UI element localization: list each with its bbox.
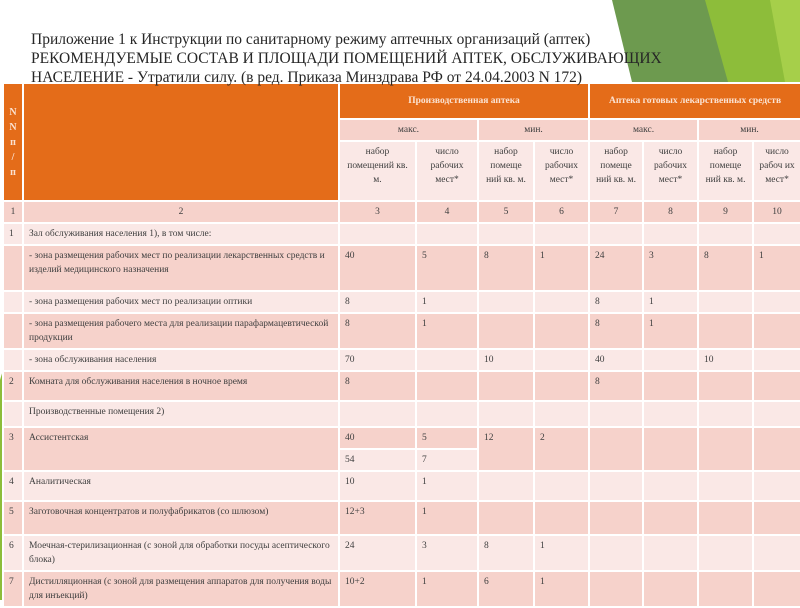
value-cell-col-6 bbox=[534, 501, 589, 535]
value-cell-col-7 bbox=[589, 535, 643, 571]
row-number: 2 bbox=[3, 371, 23, 401]
header-col-4: число рабочих мест* bbox=[416, 141, 478, 201]
value-cell-col-3: 40 bbox=[339, 245, 416, 291]
value-cell-col-8 bbox=[643, 427, 698, 471]
title-line-1: Приложение 1 к Инструкции по санитарному режиму аптечных организаций (аптек) bbox=[31, 31, 591, 48]
value-cell-col-6: 2 bbox=[534, 427, 589, 471]
value-cell-col-3: 24 bbox=[339, 535, 416, 571]
value-cell-col-5 bbox=[478, 401, 534, 427]
row-number bbox=[3, 313, 23, 349]
row-number: 4 bbox=[3, 471, 23, 501]
value-cell-col-3 bbox=[339, 401, 416, 427]
value-cell-col-9 bbox=[698, 401, 753, 427]
value-cell-col-9 bbox=[698, 427, 753, 471]
value-cell-col-4: 1 bbox=[416, 501, 478, 535]
row-premise-name: Зал обслуживания населения 1), в том числе: bbox=[23, 223, 339, 245]
value-cell-col-3 bbox=[339, 223, 416, 245]
value-cell-col-5: 12 bbox=[478, 427, 534, 471]
value-cell-col-3: 8 bbox=[339, 371, 416, 401]
row-premise-name: Моечная-стерилизационная (с зоной для обработки посуды асептического блока) bbox=[23, 535, 339, 571]
value-cell-col-6: 1 bbox=[534, 245, 589, 291]
value-cell-col-3: 70 bbox=[339, 349, 416, 371]
value-cell-col-8 bbox=[643, 471, 698, 501]
value-cell-col-4 bbox=[416, 401, 478, 427]
row-number bbox=[3, 291, 23, 313]
value-cell-col-7: 8 bbox=[589, 291, 643, 313]
row-premise-name: Ассистентская bbox=[23, 427, 339, 471]
value-cell-col-9 bbox=[698, 371, 753, 401]
table-row bbox=[3, 427, 800, 449]
value-cell-col-10 bbox=[753, 291, 800, 313]
header-col-9: набор помеще ний кв. м. bbox=[698, 141, 753, 201]
row-premise-name: - зона размещения рабочих мест по реализации лекарственных средств и изделий медицинского назначения bbox=[23, 245, 339, 291]
value-cell-col-3: 40 bbox=[339, 427, 416, 449]
row-number: 6 bbox=[3, 535, 23, 571]
table-row bbox=[3, 535, 800, 571]
table-row bbox=[3, 471, 800, 501]
value-cell-col-5: 6 bbox=[478, 571, 534, 607]
row-premise-name: Комната для обслуживания населения в ночное время bbox=[23, 371, 339, 401]
value-cell-col-6 bbox=[534, 401, 589, 427]
value-cell-col-6 bbox=[534, 371, 589, 401]
table-row bbox=[3, 571, 800, 607]
value-cell-col-7 bbox=[589, 501, 643, 535]
value-cell-col-10 bbox=[753, 313, 800, 349]
row-number: 5 bbox=[3, 501, 23, 535]
slide-title bbox=[31, 30, 731, 87]
header-ready-max: макс. bbox=[589, 119, 698, 141]
column-number: 9 bbox=[698, 201, 753, 223]
value-cell-col-4: 1 bbox=[416, 291, 478, 313]
value-cell-col-7 bbox=[589, 427, 643, 471]
value-cell-col-7 bbox=[589, 401, 643, 427]
value-cell-col-8: 1 bbox=[643, 313, 698, 349]
value-cell-col-7: 8 bbox=[589, 371, 643, 401]
value-cell-col-8 bbox=[643, 501, 698, 535]
value-cell-col-4: 1 bbox=[416, 471, 478, 501]
header-ready-medicines-pharmacy: Аптека готовых лекарственных средств bbox=[589, 83, 800, 119]
header-name-blank bbox=[23, 83, 339, 201]
value-cell-col-3: 8 bbox=[339, 313, 416, 349]
header-col-7: набор помеще ний кв. м. bbox=[589, 141, 643, 201]
value-cell-col-3: 10 bbox=[339, 471, 416, 501]
value-cell-col-8 bbox=[643, 571, 698, 607]
value-cell-col-6 bbox=[534, 349, 589, 371]
row-premise-name: Аналитическая bbox=[23, 471, 339, 501]
column-number: 4 bbox=[416, 201, 478, 223]
value-cell-col-10 bbox=[753, 571, 800, 607]
value-cell-col-4: 1 bbox=[416, 313, 478, 349]
row-premise-name: - зона размещения рабочего места для реализации парафармацевтической продукции bbox=[23, 313, 339, 349]
table-row bbox=[3, 291, 800, 313]
value-cell-col-8 bbox=[643, 371, 698, 401]
value-cell-col-5 bbox=[478, 223, 534, 245]
column-number: 6 bbox=[534, 201, 589, 223]
row-premise-name: Производственные помещения 2) bbox=[23, 401, 339, 427]
column-number: 1 bbox=[3, 201, 23, 223]
row-number: 7 bbox=[3, 571, 23, 607]
column-number: 7 bbox=[589, 201, 643, 223]
alt-value-cell-col-4: 7 bbox=[416, 449, 478, 471]
header-prod-max: макс. bbox=[339, 119, 478, 141]
value-cell-col-7: 8 bbox=[589, 313, 643, 349]
value-cell-col-5 bbox=[478, 471, 534, 501]
table-row bbox=[3, 245, 800, 291]
value-cell-col-5 bbox=[478, 501, 534, 535]
value-cell-col-9 bbox=[698, 223, 753, 245]
column-number: 10 bbox=[753, 201, 800, 223]
table-row bbox=[3, 223, 800, 245]
column-number: 2 bbox=[23, 201, 339, 223]
value-cell-col-5: 8 bbox=[478, 535, 534, 571]
header-nn-letter: / bbox=[11, 151, 15, 163]
header-production-pharmacy: Производственная аптека bbox=[339, 83, 589, 119]
header-col-3: набор помещений кв. м. bbox=[339, 141, 416, 201]
header-ready-min: мин. bbox=[698, 119, 800, 141]
row-number bbox=[3, 349, 23, 371]
value-cell-col-6 bbox=[534, 291, 589, 313]
value-cell-col-6: 1 bbox=[534, 535, 589, 571]
value-cell-col-8 bbox=[643, 401, 698, 427]
value-cell-col-7 bbox=[589, 223, 643, 245]
value-cell-col-7: 40 bbox=[589, 349, 643, 371]
table-row bbox=[3, 401, 800, 427]
value-cell-col-5 bbox=[478, 371, 534, 401]
value-cell-col-9 bbox=[698, 471, 753, 501]
value-cell-col-6 bbox=[534, 223, 589, 245]
value-cell-col-9 bbox=[698, 291, 753, 313]
table-row bbox=[3, 501, 800, 535]
row-number: 1 bbox=[3, 223, 23, 245]
value-cell-col-10 bbox=[753, 223, 800, 245]
value-cell-col-4: 1 bbox=[416, 571, 478, 607]
value-cell-col-4: 3 bbox=[416, 535, 478, 571]
value-cell-col-6 bbox=[534, 313, 589, 349]
table-row bbox=[3, 313, 800, 349]
value-cell-col-8: 1 bbox=[643, 291, 698, 313]
value-cell-col-9 bbox=[698, 571, 753, 607]
value-cell-col-4 bbox=[416, 371, 478, 401]
value-cell-col-3: 10+2 bbox=[339, 571, 416, 607]
premises-table bbox=[2, 82, 800, 608]
value-cell-col-3: 12+3 bbox=[339, 501, 416, 535]
value-cell-col-10 bbox=[753, 349, 800, 371]
value-cell-col-7 bbox=[589, 571, 643, 607]
row-number bbox=[3, 401, 23, 427]
value-cell-col-10: 1 bbox=[753, 245, 800, 291]
alt-value-cell-col-3: 54 bbox=[339, 449, 416, 471]
value-cell-col-9: 10 bbox=[698, 349, 753, 371]
value-cell-col-5 bbox=[478, 291, 534, 313]
row-premise-name: Дистилляционная (с зоной для размещения аппаратов для получения воды для инъекций) bbox=[23, 571, 339, 607]
value-cell-col-4 bbox=[416, 223, 478, 245]
title-line-2: РЕКОМЕНДУЕМЫЕ СОСТАВ И ПЛОЩАДИ ПОМЕЩЕНИЙ АПТЕК, ОБСЛУЖИВАЮЩИХ bbox=[31, 50, 662, 67]
value-cell-col-7: 24 bbox=[589, 245, 643, 291]
header-nn-letter: N bbox=[9, 106, 17, 118]
header-col-5: набор помеще ний кв. м. bbox=[478, 141, 534, 201]
value-cell-col-4: 5 bbox=[416, 427, 478, 449]
table-row bbox=[3, 349, 800, 371]
header-col-6: число рабочих мест* bbox=[534, 141, 589, 201]
value-cell-col-10 bbox=[753, 501, 800, 535]
header-nn-letter: п bbox=[10, 136, 16, 148]
value-cell-col-8 bbox=[643, 349, 698, 371]
row-premise-name: - зона обслуживания населения bbox=[23, 349, 339, 371]
header-col-8: число рабочих мест* bbox=[643, 141, 698, 201]
row-number bbox=[3, 245, 23, 291]
value-cell-col-5: 8 bbox=[478, 245, 534, 291]
value-cell-col-9 bbox=[698, 313, 753, 349]
column-number-row bbox=[3, 201, 800, 223]
header-col-10: число рабоч их мест* bbox=[753, 141, 800, 201]
value-cell-col-10 bbox=[753, 471, 800, 501]
value-cell-col-8 bbox=[643, 223, 698, 245]
value-cell-col-9: 8 bbox=[698, 245, 753, 291]
value-cell-col-5: 10 bbox=[478, 349, 534, 371]
value-cell-col-8 bbox=[643, 535, 698, 571]
row-number: 3 bbox=[3, 427, 23, 471]
table-row bbox=[3, 371, 800, 401]
value-cell-col-9 bbox=[698, 501, 753, 535]
value-cell-col-10 bbox=[753, 401, 800, 427]
value-cell-col-7 bbox=[589, 471, 643, 501]
value-cell-col-8: 3 bbox=[643, 245, 698, 291]
value-cell-col-4 bbox=[416, 349, 478, 371]
header-nn-letter: N bbox=[9, 121, 17, 133]
value-cell-col-10 bbox=[753, 427, 800, 471]
value-cell-col-10 bbox=[753, 535, 800, 571]
value-cell-col-6 bbox=[534, 471, 589, 501]
value-cell-col-10 bbox=[753, 371, 800, 401]
column-number: 5 bbox=[478, 201, 534, 223]
value-cell-col-6: 1 bbox=[534, 571, 589, 607]
title-line-3: НАСЕЛЕНИЕ - Утратили силу. (в ред. Приказа Минздрава РФ от 24.04.2003 N 172) bbox=[31, 69, 583, 86]
value-cell-col-5 bbox=[478, 313, 534, 349]
column-number: 3 bbox=[339, 201, 416, 223]
row-premise-name: Заготовочная концентратов и полуфабрикатов (со шлюзом) bbox=[23, 501, 339, 535]
header-nn bbox=[3, 83, 23, 201]
value-cell-col-3: 8 bbox=[339, 291, 416, 313]
value-cell-col-4: 5 bbox=[416, 245, 478, 291]
column-number: 8 bbox=[643, 201, 698, 223]
value-cell-col-9 bbox=[698, 535, 753, 571]
row-premise-name: - зона размещения рабочих мест по реализации оптики bbox=[23, 291, 339, 313]
header-nn-letter: п bbox=[10, 166, 16, 178]
header-prod-min: мин. bbox=[478, 119, 589, 141]
